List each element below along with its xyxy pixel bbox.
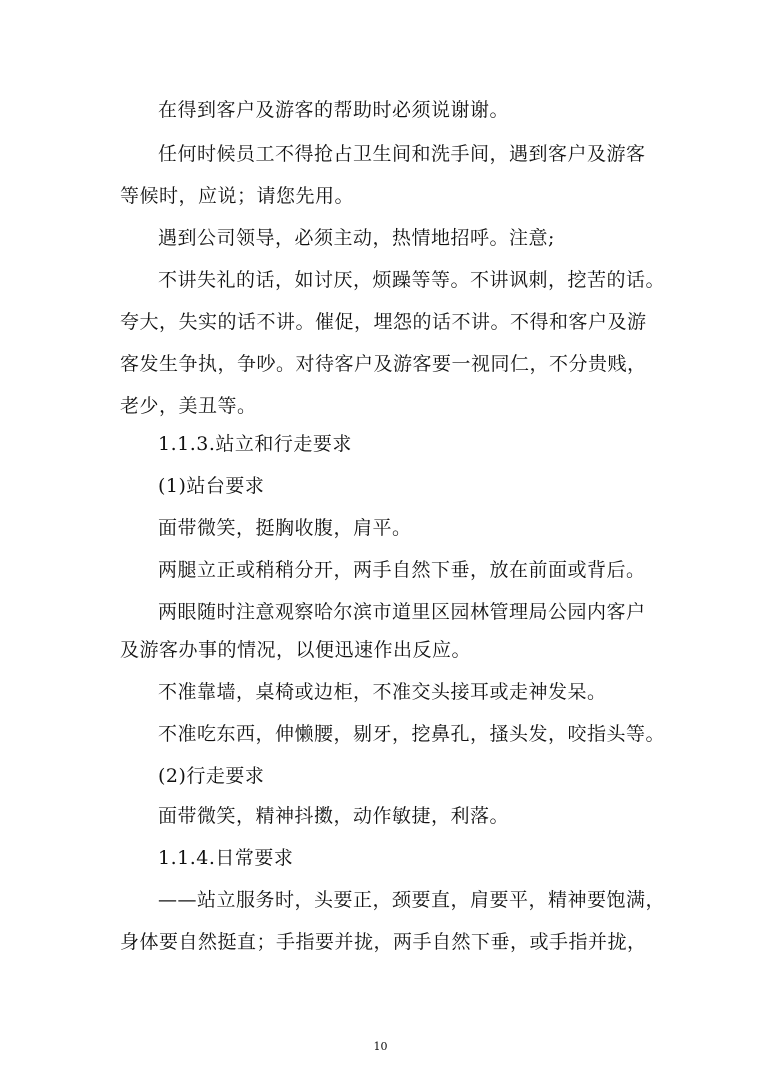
paragraph-line: 遇到公司领导，必须主动，热情地招呼。注意; — [158, 227, 555, 249]
paragraph-line: 面带微笑，精神抖擞，动作敏捷，利落。 — [158, 805, 510, 827]
paragraph-line: 夸大，失实的话不讲。催促，埋怨的话不讲。不得和客户及游 — [120, 311, 647, 333]
paragraph-line: 身体要自然挺直；手指要并拢，两手自然下垂，或手指并拢， — [120, 931, 647, 953]
paragraph-line: 客发生争执，争吵。对待客户及游客要一视同仁，不分贵贱， — [120, 353, 647, 375]
paragraph-line: 老少，美丑等。 — [120, 395, 257, 417]
subsection-heading: (1)站台要求 — [158, 475, 265, 497]
section-heading: 1.1.3.站立和行走要求 — [158, 433, 352, 455]
paragraph-line: 两眼随时注意观察哈尔滨市道里区园林管理局公园内客户 — [158, 601, 646, 623]
section-heading: 1.1.4.日常要求 — [158, 847, 294, 869]
paragraph-line: 任何时候员工不得抢占卫生间和洗手间，遇到客户及游客 — [158, 143, 646, 165]
paragraph-line: 不讲失礼的话，如讨厌，烦躁等等。不讲讽刺，挖苦的话。 — [158, 269, 666, 291]
paragraph-line: 不准吃东西，伸懒腰，剔牙，挖鼻孔，搔头发，咬指头等。 — [158, 723, 666, 745]
paragraph-line: 及游客办事的情况，以便迅速作出反应。 — [120, 639, 472, 661]
paragraph-line: ——站立服务时，头要正，颈要直，肩要平，精神要饱满， — [158, 889, 666, 911]
page-number: 10 — [373, 1040, 388, 1053]
paragraph-line: 在得到客户及游客的帮助时必须说谢谢。 — [158, 99, 510, 121]
paragraph-line: 两腿立正或稍稍分开，两手自然下垂，放在前面或背后。 — [158, 559, 646, 581]
paragraph-line: 面带微笑，挺胸收腹，肩平。 — [158, 517, 412, 539]
paragraph-line: 等候时，应说；请您先用。 — [120, 185, 355, 207]
subsection-heading: (2)行走要求 — [158, 765, 265, 787]
paragraph-line: 不准靠墙，桌椅或边柜，不准交头接耳或走神发呆。 — [158, 681, 607, 703]
